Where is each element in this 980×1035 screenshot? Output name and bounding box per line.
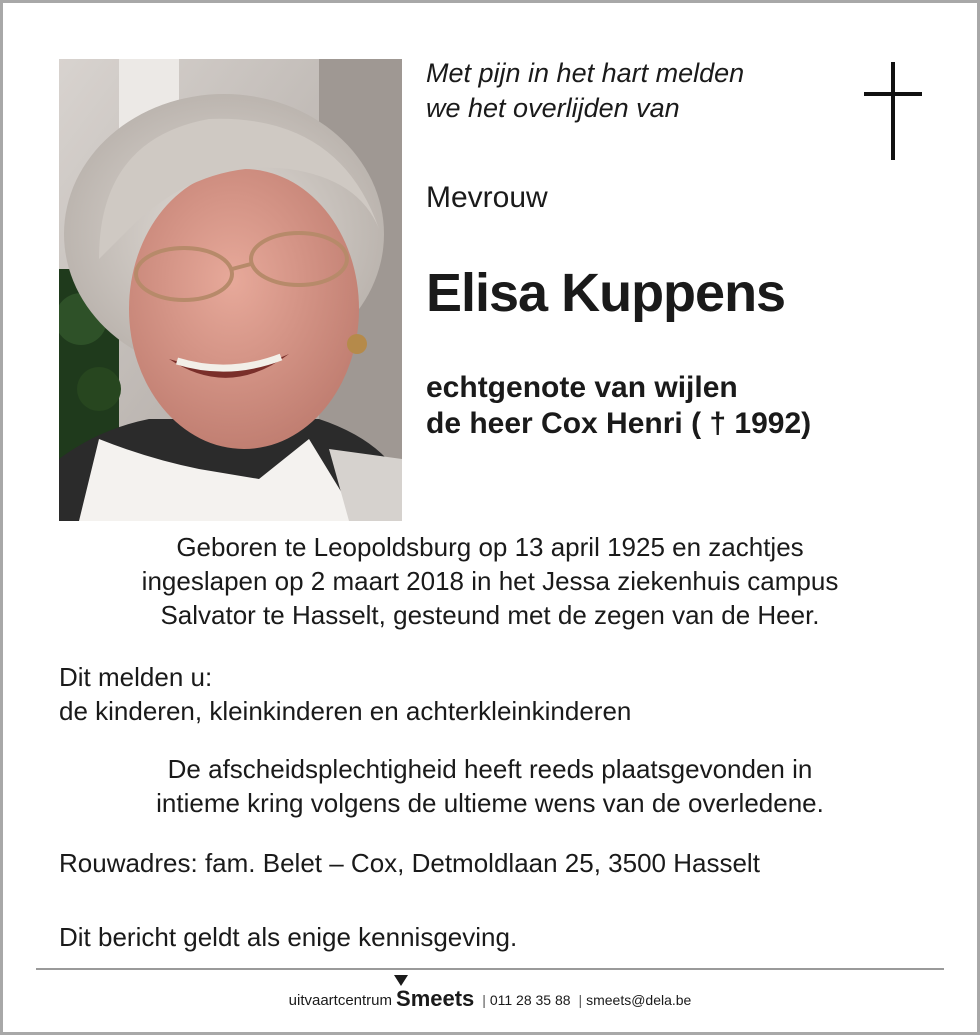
intro-line-1: Met pijn in het hart melden [426,58,745,88]
ceremony-line-2: intieme kring volgens de ultieme wens van de overledene. [156,788,824,818]
spouse-text [426,370,811,442]
footer-phone: 011 28 35 88 [489,992,571,1008]
brand-prefix: uitvaartcentrum [288,992,393,1009]
born-line-2: ingeslapen op 2 maart 2018 in het Jessa ziekenhuis campus [141,566,839,596]
born-line-1: Geboren te Leopoldsburg op 13 april 1925 en zachtjes [176,532,804,562]
triangle-down-icon [394,975,408,986]
salutation: Mevrouw [426,181,548,214]
portrait-photo [59,59,402,521]
spouse-line-1: echtgenote van wijlen [426,371,738,404]
footer-separator: | [482,992,486,1008]
footer-divider [36,968,944,970]
ceremony-line-1: De afscheidsplechtigheid heeft reeds plaatsgevonden in [167,754,813,784]
footer-separator: | [578,992,583,1008]
mourning-address: Rouwadres: fam. Belet – Cox, Detmoldlaan 25, 3500 Hasselt [59,848,760,878]
spouse-line-2: de heer Cox Henri ( † 1992) [426,407,812,440]
intro-text [426,56,744,126]
footer-email: smeets@dela.be [586,992,692,1008]
notify-paragraph [59,660,631,728]
birth-death-paragraph [40,530,940,632]
notify-line-1: Dit melden u: [59,662,213,692]
deceased-name: Elisa Kuppens [426,263,786,323]
born-line-3: Salvator te Hasselt, gesteund met de zegen van de Heer. [160,600,820,630]
ceremony-paragraph [40,752,940,820]
notify-line-2: de kinderen, kleinkinderen en achterkleinkinderen [59,696,632,726]
notice-text: Dit bericht geldt als enige kennisgeving. [59,922,518,952]
intro-line-2: we het overlijden van [426,93,680,123]
cross-icon [864,62,922,160]
footer [0,986,980,1014]
brand-name: Smeets [396,986,475,1011]
